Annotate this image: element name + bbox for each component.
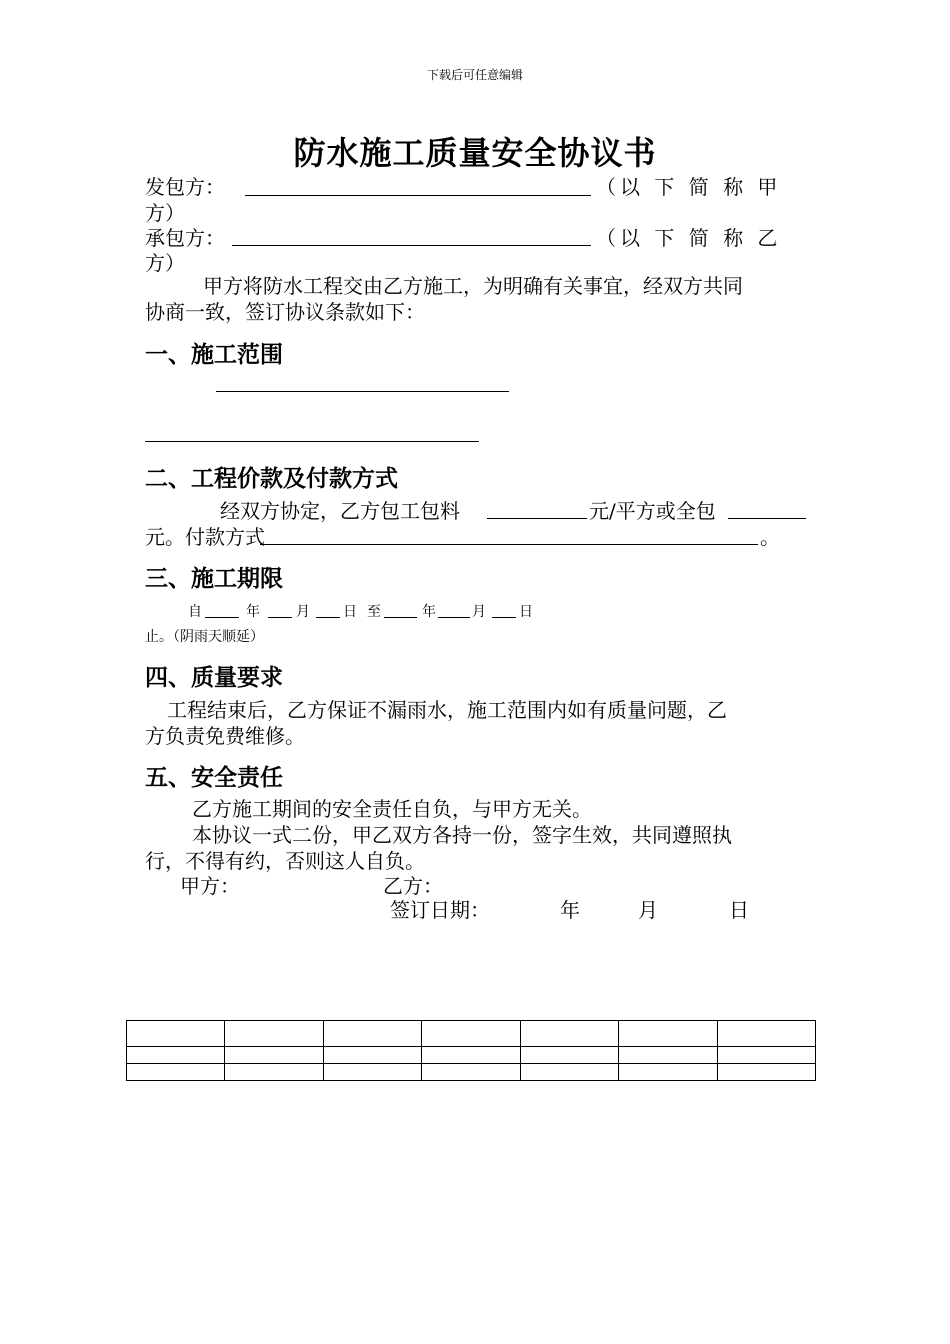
section-1-heading: 一、施工范围 [145, 342, 283, 368]
signing-date-label: 签订日期： [390, 898, 490, 922]
intro-line-1: 甲方将防水工程交由乙方施工，为明确有关事宜，经双方共同 [203, 274, 743, 298]
table-cell [717, 1064, 815, 1081]
table-cell [422, 1064, 520, 1081]
period-line-2: 止。（阴雨天顺延） [145, 629, 264, 645]
signature-party-b: 乙方： [383, 874, 443, 898]
signature-party-a: 甲方： [180, 874, 240, 898]
payment-method-blank [260, 544, 758, 545]
table-cell [619, 1047, 717, 1064]
table-cell [225, 1021, 323, 1047]
price-line-2a: 元。付款方式 [145, 525, 265, 549]
table-cell [323, 1064, 421, 1081]
start-year-blank [205, 617, 239, 618]
party-b-suffix: （以 下 简 称 乙 [596, 226, 782, 250]
table-cell [127, 1064, 225, 1081]
table-row [127, 1064, 816, 1081]
period-from: 自 [188, 604, 202, 620]
price-line-2-end: 。 [760, 525, 780, 549]
table-cell [520, 1064, 618, 1081]
party-a-suffix-end: 方） [145, 201, 185, 225]
section-2-heading: 二、工程价款及付款方式 [145, 466, 398, 492]
start-day-blank [316, 617, 340, 618]
total-price-blank [728, 518, 806, 519]
party-a-blank [245, 195, 591, 196]
end-day-blank [492, 617, 516, 618]
party-b-suffix-end: 方） [145, 251, 185, 275]
section-5-heading: 五、安全责任 [145, 765, 283, 791]
table-cell [323, 1047, 421, 1064]
scope-blank-1 [216, 391, 509, 392]
signing-date-month: 月 [638, 898, 658, 922]
table-cell [422, 1047, 520, 1064]
party-b-blank [232, 245, 591, 246]
safety-line-2: 本协议一式二份，甲乙双方各持一份，签字生效，共同遵照执 [192, 823, 732, 847]
party-b-label: 承包方： [145, 226, 225, 250]
table-cell [127, 1021, 225, 1047]
document-title: 防水施工质量安全协议书 [293, 134, 657, 172]
table-row [127, 1047, 816, 1064]
table-cell [225, 1064, 323, 1081]
intro-line-2: 协商一致，签订协议条款如下： [145, 300, 425, 324]
end-year-blank [384, 617, 417, 618]
price-line-1b: 元/平方或全包 [589, 499, 716, 523]
table-cell [619, 1064, 717, 1081]
period-month: 月 [296, 604, 310, 620]
start-month-blank [268, 617, 292, 618]
price-line-1a: 经双方协定，乙方包工包料 [220, 499, 460, 523]
table-cell [323, 1021, 421, 1047]
table-cell [127, 1047, 225, 1064]
table-cell [520, 1047, 618, 1064]
table-cell [520, 1021, 618, 1047]
table-row [127, 1021, 816, 1047]
end-month-blank [438, 617, 470, 618]
table-cell [422, 1021, 520, 1047]
party-a-suffix: （以 下 简 称 甲 [596, 175, 782, 199]
quality-line-1: 工程结束后，乙方保证不漏雨水，施工范围内如有质量问题，乙 [167, 698, 727, 722]
signing-date-year: 年 [560, 898, 580, 922]
signing-date-day: 日 [729, 898, 749, 922]
period-month-2: 月 [472, 604, 486, 620]
scope-blank-2 [145, 441, 479, 442]
period-to: 至 [367, 604, 381, 620]
section-3-heading: 三、施工期限 [145, 566, 283, 592]
party-a-label: 发包方： [145, 175, 225, 199]
safety-line-3: 行，不得有约，否则这人自负。 [145, 849, 425, 873]
table-cell [619, 1021, 717, 1047]
blank-grid-table [126, 1020, 816, 1081]
table-cell [717, 1047, 815, 1064]
period-year-2: 年 [422, 604, 436, 620]
table-cell [717, 1021, 815, 1047]
safety-line-1: 乙方施工期间的安全责任自负，与甲方无关。 [192, 797, 592, 821]
unit-price-blank [487, 518, 587, 519]
header-note: 下载后可任意编辑 [426, 68, 523, 82]
period-year: 年 [246, 604, 260, 620]
table-cell [225, 1047, 323, 1064]
period-day: 日 [343, 604, 357, 620]
period-day-2: 日 [519, 604, 533, 620]
quality-line-2: 方负责免费维修。 [145, 724, 305, 748]
section-4-heading: 四、质量要求 [145, 665, 283, 691]
